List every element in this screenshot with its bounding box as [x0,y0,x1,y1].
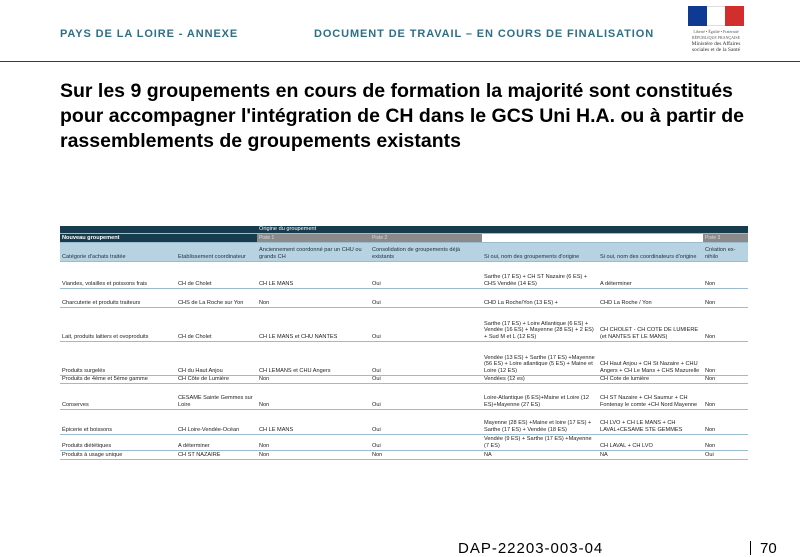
table-cell: Oui [370,409,482,434]
table-cell: CHD La Roche/Yon (13 ES) + [482,288,598,307]
table-cell: CH Loire-Vendée-Océan [176,409,257,434]
table-cell: CHD La Roche / Yon [598,288,703,307]
column-header: Si oui, nom des groupements d'origine [482,242,598,261]
table-cell: Loire-Atlantique (6 ES)+Maine et Loire (12 ES)+Mayenne (27 ES) [482,383,598,409]
table-row [60,307,748,341]
table-cell: Charcuterie et produits traiteurs [60,288,176,307]
origin-group-header: Origine du groupement [257,226,748,233]
piste-2-label: Piste 2 [370,233,482,242]
table-cell: CHS de La Roche sur Yon [176,288,257,307]
table-row [60,434,748,450]
table-cell: Non [703,434,748,450]
table-cell: Non [703,261,748,288]
piste-blank-2 [598,233,703,242]
table-cell: Oui [370,341,482,375]
table-cell: Non [703,341,748,375]
table-cell: Sarthe (17 ES) + Loire Atlantique (6 ES) + Vendée (16 ES) + Mayenne (28 ES) + 2 ES) + Sud M et L (12 ES) [482,307,598,341]
table-row [60,375,748,383]
table-cell: CH Cote de lumière [598,375,703,383]
table-cell: Oui [370,375,482,383]
piste-1-label: Piste 1 [257,233,370,242]
table-cell: Oui [370,383,482,409]
table-cell: Épicerie et boissons [60,409,176,434]
table-cell: Non [703,288,748,307]
page-header [0,0,800,62]
ministry-logo [686,6,746,58]
table-cell: Produits à usage unique [60,450,176,459]
table-cell: Non [257,288,370,307]
table-cell: CH ST NAZAIRE [176,450,257,459]
table-cell: Non [370,450,482,459]
table-cell: CESAME Sainte Gemmes sur Loire [176,383,257,409]
column-header: Etablissement coordinateur [176,242,257,261]
header-left-label: PAYS DE LA LOIRE - ANNEXE [60,28,239,40]
table-cell: Lait, produits laitiers et ovoproduits [60,307,176,341]
table-cell: Vendée (9 ES) + Sarthe (17 ES) +Mayenne (7 ES) [482,434,598,450]
flag-icon [688,6,744,26]
table-cell: Non [703,307,748,341]
table-cell: Mayenne (28 ES) +Maine et loire (17 ES) + Sarthe (17 ES) + Vendée (18 ES) [482,409,598,434]
table-cell: Oui [370,288,482,307]
table-cell: A déterminer [176,434,257,450]
table-cell: CH LEMANS et CHU Angers [257,341,370,375]
table-cell: NA [598,450,703,459]
piste-3-label: Piste 3 [703,233,748,242]
table-cell: Sarthe (17 ES) + CH ST Nazaire (6 ES) + CHS Vendée (14 ES) [482,261,598,288]
table-cell: Conserves [60,383,176,409]
table-row [60,341,748,375]
table-row [60,383,748,409]
table-cell: CH Côte de Lumière [176,375,257,383]
table-cell: CH Haut Anjou + CH St Nazaire + CHU Angers + CH Le Mans + CHS Mazurelle [598,341,703,375]
page-number: 70 [760,540,777,557]
table-cell: CH LE MANS et CHU NANTES [257,307,370,341]
column-header: Anciennement coordonné par un CHU ou grands CH [257,242,370,261]
table-cell: Vendée (13 ES) + Sarthe (17 ES) +Mayenne (56 ES) + Loire atlantique (5 ES) + Maine et Loire (12 ES) [482,341,598,375]
table-cell: Oui [703,450,748,459]
table-cell: Vendées (12 es) [482,375,598,383]
table-cell: Non [703,383,748,409]
logo-caption: Liberté • Égalité • Fraternité RÉPUBLIQUE FRANÇAISE Ministère des Affaires sociales et de la Santé [691,29,741,53]
header-rule [0,61,800,62]
table-row [60,288,748,307]
table-cell: Non [257,383,370,409]
slide-title: Sur les 9 groupements en cours de formation la majorité sont constitués pour accompagner l'intégration de CH dans le GCS Uni H.A. ou à partir de rassemblements de groupements existants [60,80,744,152]
piste-blank-1 [482,233,598,242]
table-cell: CH de Cholet [176,261,257,288]
table-cell: CH LE MANS [257,261,370,288]
table-cell: Viandes, volailles et poissons frais [60,261,176,288]
table-cell: Oui [370,307,482,341]
table-cell: A déterminer [598,261,703,288]
column-header: Catégorie d'achats traitée [60,242,176,261]
table-cell: Produits diététiques [60,434,176,450]
header-blank [60,226,257,233]
table-cell: Non [257,450,370,459]
header-center-label: DOCUMENT DE TRAVAIL – EN COURS DE FINALISATION [314,28,655,40]
table-cell: Oui [370,261,482,288]
document-code: DAP-22203-003-04 [458,540,604,557]
table-cell: Non [703,409,748,434]
table-cell: CH LE MANS [257,409,370,434]
table-cell: CH de Cholet [176,307,257,341]
table-cell: CH du Haut Anjou [176,341,257,375]
table-cell: CH LAVAL + CH LVO [598,434,703,450]
column-header: Si oui, nom des coordinateurs d'origine [598,242,703,261]
table-cell: CH CHOLET - CH COTE DE LUMIERE (et NANTES ET LE MANS) [598,307,703,341]
new-group-header: Nouveau groupement [60,233,257,242]
table-cell: CH LVO + CH LE MANS + CH LAVAL+CESAME STE GEMMES [598,409,703,434]
table-cell: Produits de 4ème et 5ème gamme [60,375,176,383]
column-header: Consolidation de groupements déjà existants [370,242,482,261]
table-row [60,409,748,434]
column-header: Création ex-nihilo [703,242,748,261]
table-cell: Non [703,375,748,383]
table-row [60,450,748,459]
groupements-table [60,226,748,460]
table-cell: Non [257,375,370,383]
table-cell: CH ST Nazaire + CH Saumur + CH Fontenay le comte +CH Nord Mayenne [598,383,703,409]
table-cell: Non [257,434,370,450]
table-cell: NA [482,450,598,459]
table-cell: Produits surgelés [60,341,176,375]
table-row [60,261,748,288]
table-cell: Oui [370,434,482,450]
